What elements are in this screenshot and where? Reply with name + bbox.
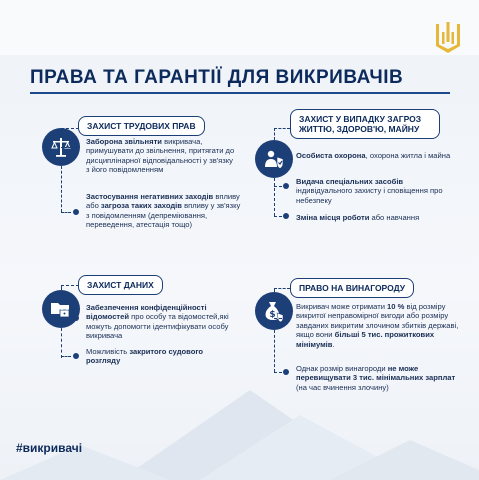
data-section-label: ЗАХИСТ ДАНИХ xyxy=(78,275,163,295)
life-section-label: ЗАХИСТ У ВИПАДКУ ЗАГРОЗ ЖИТТЮ, ЗДОРОВ'Ю, МАЙНУ xyxy=(290,109,440,139)
bullet-dot xyxy=(283,153,289,159)
shield-person-icon xyxy=(255,140,293,178)
top-strip xyxy=(0,0,479,55)
labor-item-2: Застосування негативних заходів впливу або загроза таких заходів впливу у зв'язку з повідомленням (депреміювання, переведення, атестація тощо) xyxy=(86,192,241,230)
title-underline xyxy=(30,92,450,94)
labor-item-1: Заборона звільняти викривача, примушувати до звільнення, притягати до дисциплінарної відповідальності у зв'язку з його повідомленням xyxy=(86,137,235,175)
reward-item-1: Викривач може отримати 10 % від розміру викритої неправомірної вигоди або розміру завданих викритим злочином збитків державі, якщо вони більші 5 тис. прожиткових мінімумів. xyxy=(296,302,459,349)
reward-item-2: Однак розмір винагороди не може перевищувати 3 тис. мінімальних зарплат (на час вчинення злочину) xyxy=(296,364,456,392)
bullet-dot xyxy=(73,315,79,321)
bullet-dot xyxy=(283,213,289,219)
hashtag: #викривачі xyxy=(16,441,83,455)
bullet-dot xyxy=(73,209,79,215)
folder-lock-icon xyxy=(42,290,80,328)
labor-section-label: ЗАХИСТ ТРУДОВИХ ПРАВ xyxy=(78,116,205,136)
bullet-dot xyxy=(73,353,79,359)
life-item-2: Видача спеціальних засобів індивідуального захисту і сповіщення про небезпеку xyxy=(296,177,443,205)
reward-section-label: ПРАВО НА ВИНАГОРОДУ xyxy=(290,278,414,298)
svg-text:$: $ xyxy=(269,310,276,320)
trident-icon xyxy=(434,20,462,54)
page-title: ПРАВА ТА ГАРАНТІЇ ДЛЯ ВИКРИВАЧІВ xyxy=(30,67,404,88)
life-item-1: Особиста охорона, охорона житла і майна xyxy=(296,151,451,160)
data-item-1: Забезпечення конфіденційності відомостей про особу та відомостей,які можуть допомогти ідентифікувати особу викривача xyxy=(86,303,229,341)
bullet-dot xyxy=(283,369,289,375)
data-item-2: Можливість закритого судового розгляду xyxy=(86,347,204,366)
bullet-dot xyxy=(283,315,289,321)
bullet-dot xyxy=(283,183,289,189)
life-item-3: Зміна місця роботи або навчання xyxy=(296,213,420,222)
money-bag-icon xyxy=(255,292,293,330)
bullet-dot xyxy=(73,144,79,150)
